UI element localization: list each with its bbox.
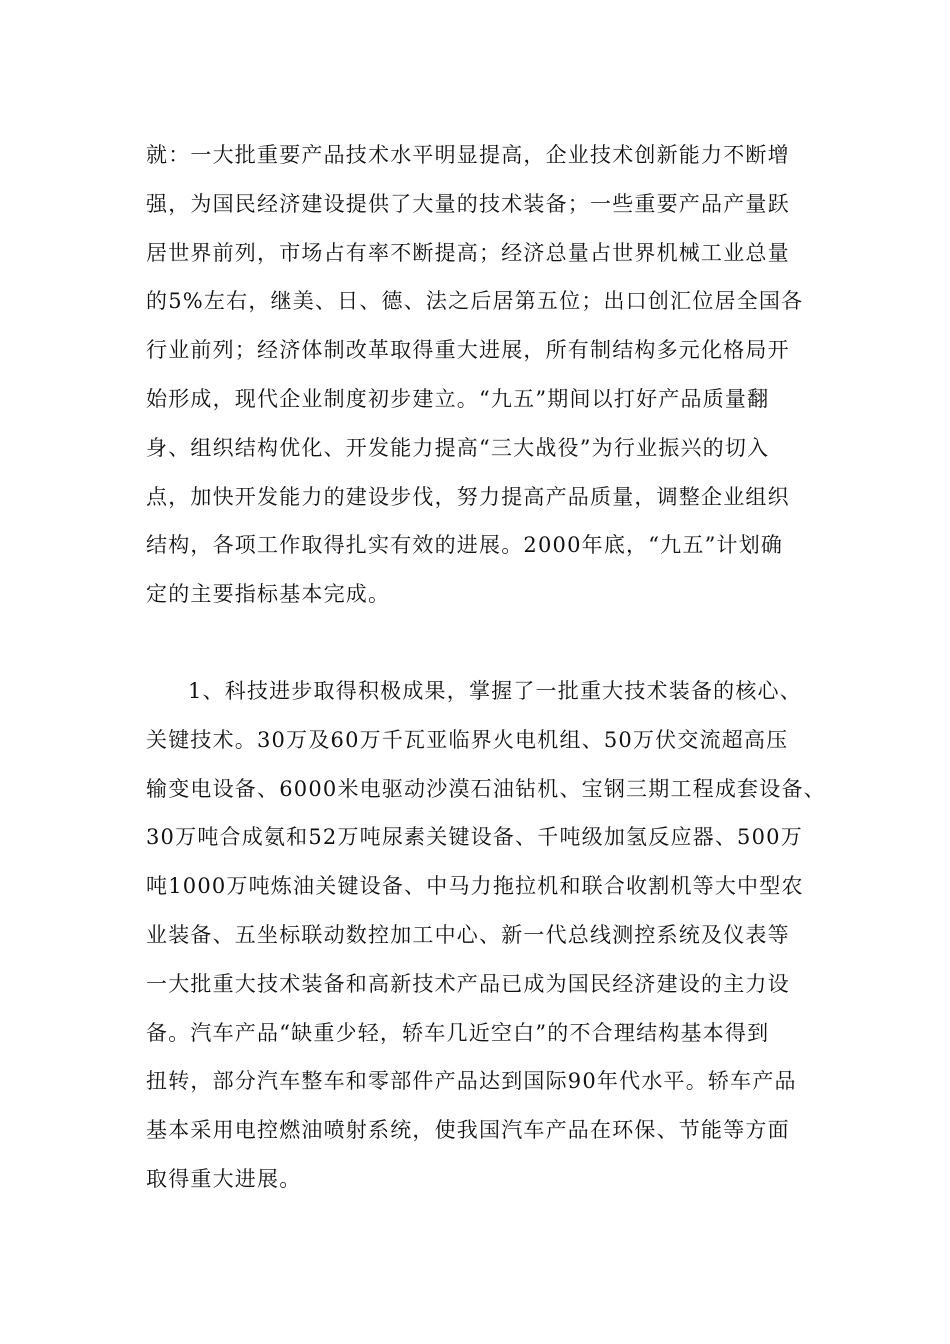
text-line: 结构，各项工作取得扎实有效的进展。2000年底，“九五”计划确 bbox=[146, 533, 784, 558]
paragraph-tech-progress bbox=[146, 667, 826, 1204]
text-line: 业装备、五坐标联动数控加工中心、新一代总线测控系统及仪表等 bbox=[146, 922, 790, 947]
text-line: 定的主要指标基本完成。 bbox=[146, 582, 391, 607]
text-line: 1、科技进步取得积极成果，掌握了一批重大技术装备的核心、 bbox=[188, 679, 802, 703]
text-line: 身、组织结构优化、开发能力提高“三大战役”为行业振兴的切入 bbox=[146, 435, 770, 460]
text-line: 吨1000万吨炼油关键设备、中马力拖拉机和联合收割机等大中型农 bbox=[146, 874, 804, 899]
text-line: 输变电设备、6000米电驱动沙漠石油钻机、宝钢三期工程成套设备、 bbox=[146, 776, 826, 801]
text-line: 30万吨合成氨和52万吨尿素关键设备、千吨级加氢反应器、500万 bbox=[146, 825, 803, 850]
text-line: 点，加快开发能力的建设步伐，努力提高产品质量，调整企业组织 bbox=[146, 484, 790, 509]
text-line: 居世界前列，市场占有率不断提高；经济总量占世界机械工业总量 bbox=[146, 240, 790, 265]
text-line: 的5%左右，继美、日、德、法之后居第五位；出口创汇位居全国各 bbox=[146, 289, 804, 314]
text-line: 备。汽车产品“缺重少轻，轿车几近空白”的不合理结构基本得到 bbox=[146, 1020, 770, 1045]
text-line: 强，为国民经济建设提供了大量的技术装备；一些重要产品产量跃 bbox=[146, 191, 790, 216]
text-line: 取得重大进展。 bbox=[146, 1166, 302, 1191]
text-line: 关键技术。30万及60万千瓦亚临界火电机组、50万伏交流超高压 bbox=[146, 727, 789, 752]
text-line: 就：一大批重要产品技术水平明显提高，企业技术创新能力不断增 bbox=[146, 143, 790, 167]
text-line: 扭转，部分汽车整车和零部件产品达到国际90年代水平。轿车产品 bbox=[146, 1069, 797, 1094]
paragraph-achievements bbox=[146, 131, 806, 619]
text-line: 行业前列；经济体制改革取得重大进展，所有制结构多元化格局开 bbox=[146, 338, 790, 363]
text-line: 一大批重大技术装备和高新技术产品已成为国民经济建设的主力设 bbox=[146, 971, 790, 996]
text-line: 基本采用电控燃油喷射系统，使我国汽车产品在环保、节能等方面 bbox=[146, 1118, 790, 1143]
text-line: 始形成，现代企业制度初步建立。“九五”期间以打好产品质量翻 bbox=[146, 386, 770, 411]
